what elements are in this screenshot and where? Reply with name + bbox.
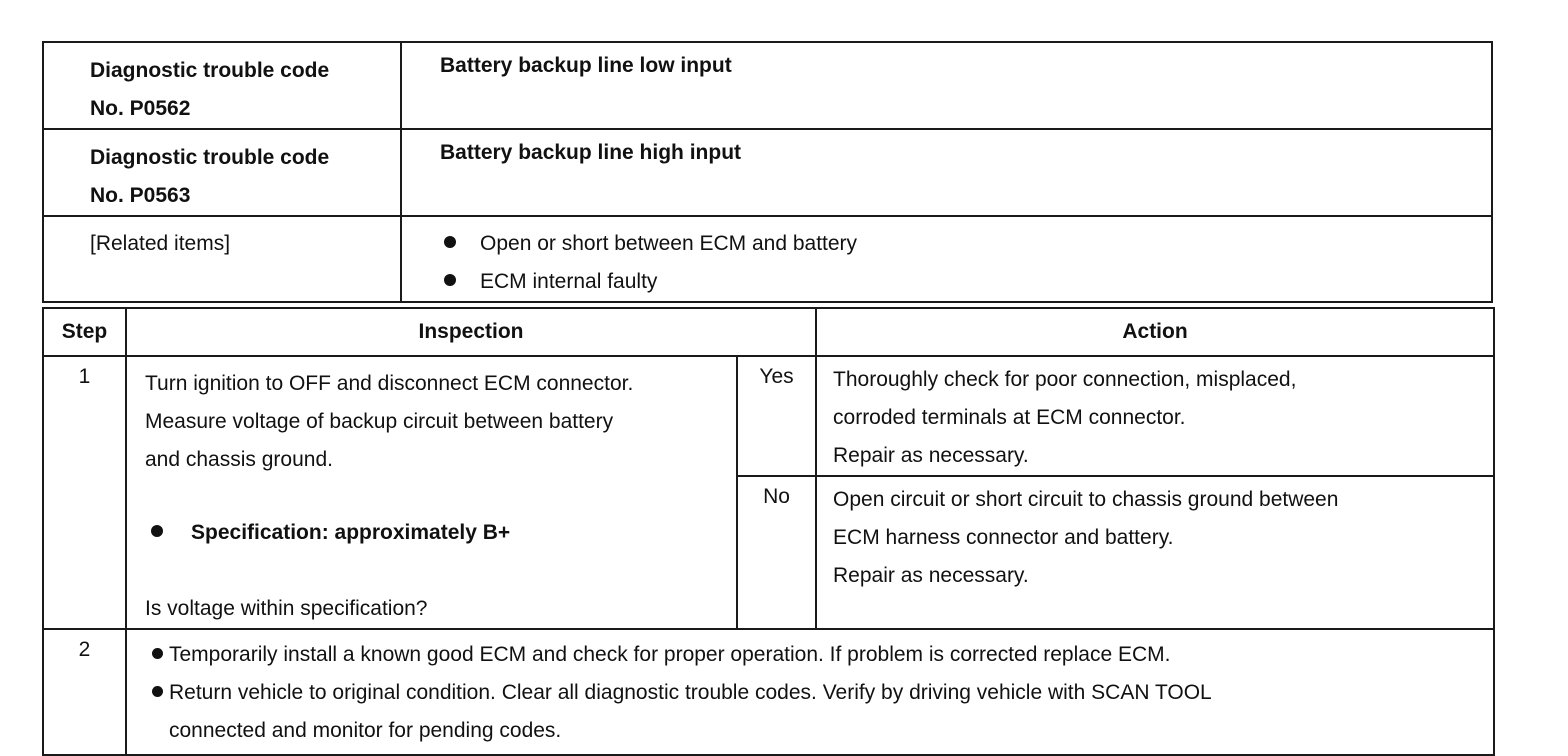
no-label: No bbox=[737, 476, 816, 629]
step2-item bbox=[152, 674, 1483, 712]
dtc-code-number: No. P0562 bbox=[90, 97, 191, 120]
action-text-line: Thoroughly check for poor connection, misplaced, bbox=[833, 368, 1297, 391]
dtc-description: Battery backup line high input bbox=[401, 129, 1492, 216]
action-header: Action bbox=[816, 308, 1494, 356]
dtc-label-cell bbox=[43, 42, 401, 129]
related-item-text: ECM internal faulty bbox=[480, 270, 658, 293]
action-text-line: corroded terminals at ECM connector. bbox=[833, 406, 1186, 429]
related-items-list bbox=[401, 216, 1492, 302]
action-text-line: ECM harness connector and battery. bbox=[833, 526, 1174, 550]
action-text-line: Repair as necessary. bbox=[833, 564, 1029, 588]
related-item-text: Open or short between ECM and battery bbox=[480, 232, 858, 255]
bullet-icon bbox=[151, 525, 163, 537]
inspection-text-line: Turn ignition to OFF and disconnect ECM connector. bbox=[145, 372, 634, 395]
dtc-info-table bbox=[42, 41, 1493, 303]
inspection-text-line: Measure voltage of backup circuit between battery bbox=[145, 410, 614, 433]
dtc-label-cell bbox=[43, 129, 401, 216]
step2-item-text: Temporarily install a known good ECM and check for proper operation. If problem is corrected replace ECM. bbox=[169, 643, 1171, 666]
action-text-line: Repair as necessary. bbox=[833, 444, 1029, 467]
bullet-icon bbox=[444, 274, 456, 286]
step-number: 1 bbox=[43, 356, 126, 629]
dtc-label-line1: Diagnostic trouble code bbox=[90, 59, 330, 82]
related-items-label: [Related items] bbox=[43, 216, 401, 302]
specification-line bbox=[145, 514, 726, 552]
step-header: Step bbox=[43, 308, 126, 356]
step2-item-continuation bbox=[152, 712, 1483, 750]
dtc-row-p0563 bbox=[43, 129, 1492, 216]
bullet-icon bbox=[444, 236, 456, 248]
dtc-row-p0562 bbox=[43, 42, 1492, 129]
action-text-line: Open circuit or short circuit to chassis ground between bbox=[833, 488, 1339, 512]
dtc-description: Battery backup line low input bbox=[401, 42, 1492, 129]
related-items-row bbox=[43, 216, 1492, 302]
step2-body bbox=[126, 629, 1494, 755]
no-action bbox=[816, 476, 1494, 629]
yes-action bbox=[816, 356, 1494, 476]
bullet-icon bbox=[152, 648, 163, 659]
bullet-icon bbox=[152, 686, 163, 697]
specification-text: Specification: approximately B+ bbox=[191, 521, 511, 544]
step1-yes-row bbox=[43, 356, 1494, 476]
related-item bbox=[444, 263, 1491, 301]
step2-item-text: Return vehicle to original condition. Clear all diagnostic trouble codes. Verify by driving vehicle with SCAN TOOL bbox=[169, 681, 1212, 704]
procedure-header-row bbox=[43, 308, 1494, 356]
inspection-text-line: and chassis ground. bbox=[145, 448, 333, 471]
step1-inspection bbox=[126, 356, 737, 629]
step2-item-text: connected and monitor for pending codes. bbox=[169, 719, 562, 742]
inspection-question: Is voltage within specification? bbox=[145, 597, 428, 620]
step2-item bbox=[152, 636, 1483, 674]
related-item bbox=[444, 225, 1491, 263]
step-number: 2 bbox=[43, 629, 126, 755]
procedure-table bbox=[42, 307, 1495, 756]
step2-row bbox=[43, 629, 1494, 755]
dtc-code-number: No. P0563 bbox=[90, 184, 191, 207]
yes-label: Yes bbox=[737, 356, 816, 476]
dtc-label-line1: Diagnostic trouble code bbox=[90, 146, 330, 169]
inspection-header: Inspection bbox=[126, 308, 816, 356]
